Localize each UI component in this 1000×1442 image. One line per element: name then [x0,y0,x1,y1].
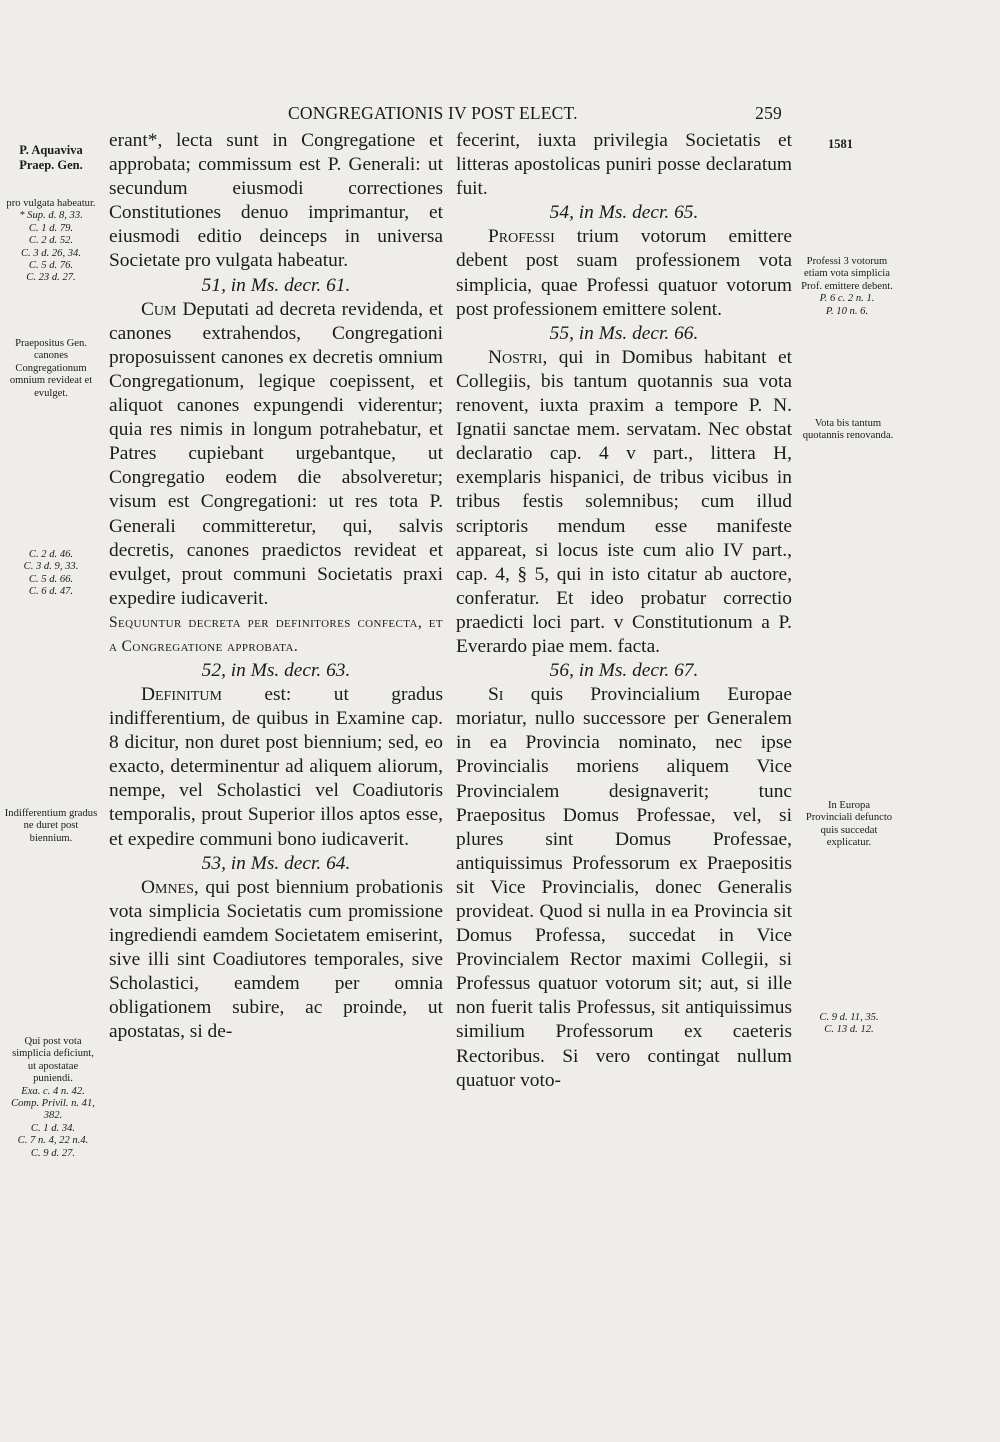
left-column [109,129,443,1044]
running-title: CONGREGATIONIS IV POST ELECT. [288,103,578,123]
decree-54-paragraph [456,225,792,321]
initial-word: Si [488,684,504,706]
margin-note-europa [804,800,894,850]
initial-word: Nostri [488,346,543,368]
margin-note-apostatae [10,1036,96,1160]
margin-ref: P. 6 c. 2 n. 1. [819,293,875,305]
margin-note-text: Vota bis tantum quotannis renovanda. [802,418,894,442]
margin-note-text: In Europa Provinciali defuncto quis succedat explicatur. [805,800,893,849]
decree-heading-53: 53, in Ms. decr. 64. [201,852,351,874]
margin-note-vulgata [6,198,96,285]
margin-ref: C. 6 d. 47. [28,586,74,598]
margin-ref: P. 10 n. 6. [825,305,869,317]
decree-53-paragraph [109,876,443,1045]
decree-55-text: , qui in Domibus habitant et Collegiis, bis tantum quotannis sua vota renovent, iuxta praxim a tempore P. N. Ignatii sanctae mem. servatam. Nec obstat declaratio cap. 4 v part., littera H, exemplaris hispanici, de tribus vicibus in tribus festis solemnibus; cum illud scriptoris mendum esse manifeste appareat, si locus iste cum alio IV part., cap. 4, § 5, qui in isto citatur ab auctore, conferatur. Et ideo probatur correctio praedicti loci part. v Constitutionum a P. Everardo piae mem. facta. [456,346,792,657]
margin-ref: * Sup. d. 8, 33. [19,210,83,222]
initial-word: Cum [141,298,177,320]
margin-ref: C. 5 d. 76. [28,260,74,272]
margin-note-text: Praepositus Gen. canones Congregationum omnium revideat et evulget. [9,338,93,399]
margin-ref: C. 7 n. 4, 22 n.4. [17,1135,89,1147]
margin-note-vota-bis [802,418,894,443]
margin-ref: C. 3 d. 9, 33. [23,561,79,573]
margin-note-indifferentium [4,808,98,845]
margin-note-text: Professi 3 votorum etiam vota simplicia Prof. emittere debent. [801,256,893,292]
decree-heading-54: 54, in Ms. decr. 65. [549,202,699,224]
margin-ref: C. 9 d. 11, 35. [819,1012,879,1023]
margin-note-refs-56 [800,1012,898,1037]
paragraph-intro: erant*, lecta sunt in Congregatione et approbata; commissum est P. Generali: ut secundum eiusmodi correctiones Constitutiones denuo imprimantur, et eiusmodi editio deinceps in universa Societate pro vulgata habeatur. [109,130,443,272]
margin-note-generalis [4,143,98,173]
margin-ref: Comp. Privil. n. 41, 382. [11,1098,95,1122]
decree-53-text: , qui post biennium probationis vota simplicia Societatis cum promissione ingrediendi eamdem Societatem emiserint, sive illi sint Coadiutores temporales, sive Scholastici, eamdem per omnia obligationem subire, ac proinde, ut apostatas, si de- [109,876,443,1043]
margin-ref: C. 13 d. 12. [824,1024,874,1036]
decree-56-paragraph [456,683,792,1093]
margin-ref: C. 3 d. 26, 34. [20,247,82,259]
decree-51-paragraph [109,298,443,611]
margin-note-generalis-text: P. Aquaviva Praep. Gen. [19,143,83,172]
margin-note-canones [4,338,98,400]
decree-56-text: quis Provincialium Europae moriatur, nullo successore per Generalem in ea Provincia nominato, nec ipse Provincialis moriens aliquem Vice Provincialem designaverit; tunc Praepositus Domus Professae, vel, si plures sint Domus Professae, antiquissimus Professorum ex Praepositis sit Vice Provincialis, donec Generalis provideat. Quod si nulla in ea Provincia sit Domus Professa, succedat in Vice Provincialem Rector maximi Collegii, si Professus quatuor votorum sit; aut, si ille non fuerit talis Professus, sit antiquissimus similium Professorum ex caeteris Rectoribus. Si vero contingat nullum quatuor voto- [456,684,792,1091]
decree-55-paragraph [456,346,792,659]
decree-52-text: est: ut gradus indifferentium, de quibus in Examine cap. 8 dicitur, non duret post biennium; sed, eo exacto, determinentur ad aliquem aliorum, nempe, vel Scholastici vel Coadiutoris temporalis, prout Superior illos aptos esse, et expedire communi bono iudicaverit. [109,683,443,850]
paragraph-intro: fecerint, iuxta privilegia Societatis et litteras apostolicas puniri posse declaratum fuit. [456,130,792,200]
margin-note-text: pro vulgata habeatur. [6,198,96,209]
margin-note-text: Qui post vota simplicia deficiunt, ut apostatae puniendi. [12,1036,94,1085]
margin-ref: C. 5 d. 66. [28,573,74,585]
margin-ref: C. 9 d. 27. [30,1147,76,1159]
margin-ref: C. 1 d. 79. [28,222,74,234]
margin-ref: C. 1 d. 34. [30,1122,76,1134]
decree-heading-52: 52, in Ms. decr. 63. [201,659,351,681]
decree-heading-55: 55, in Ms. decr. 66. [549,322,699,344]
margin-note-text: Indifferentium gradus ne duret post biennium. [4,808,98,844]
initial-word: Professi [488,226,555,248]
decree-52-paragraph [109,683,443,852]
section-heading: Sequuntur decreta per definitores confecta, et a Congregatione approbata. [109,613,443,655]
margin-note-professi [800,256,894,318]
margin-note-refs-51 [6,549,96,599]
margin-ref: C. 2 d. 46. [28,549,74,560]
initial-word: Omnes [141,876,194,898]
margin-ref: C. 23 d. 27. [26,272,76,284]
decree-54-text: trium votorum emittere debent post suam professionem vota simplicia, quae Professi quatuor votorum post professionem emittere solent. [456,226,792,320]
right-column [456,129,792,1093]
year-marker: 1581 [828,137,853,151]
decree-heading-56: 56, in Ms. decr. 67. [549,660,699,682]
initial-word: Definitum [141,683,222,705]
margin-ref: C. 2 d. 52. [28,235,74,247]
decree-51-text: Deputati ad decreta revidenda, et canones extrahendos, Congregationi proposuissent canones ex decretis omnium Congregationum, legique coepissent, et aliquot canones expungendi viderentur; quia res nimis in longum potrahebatur, et Patres cupiebant urgebantque, ut Congregatio eodem die absolveretur; visum est Congregationi: ut res tota P. Generali committeretur, qui, salvis decretis, canones praedictos revideat et evulget, prout communi Societatis praxi expedire iudicaverit. [109,298,443,609]
margin-ref: Exa. c. 4 n. 42. [21,1085,85,1097]
page-number: 259 [755,103,782,123]
decree-heading-51: 51, in Ms. decr. 61. [201,274,351,296]
